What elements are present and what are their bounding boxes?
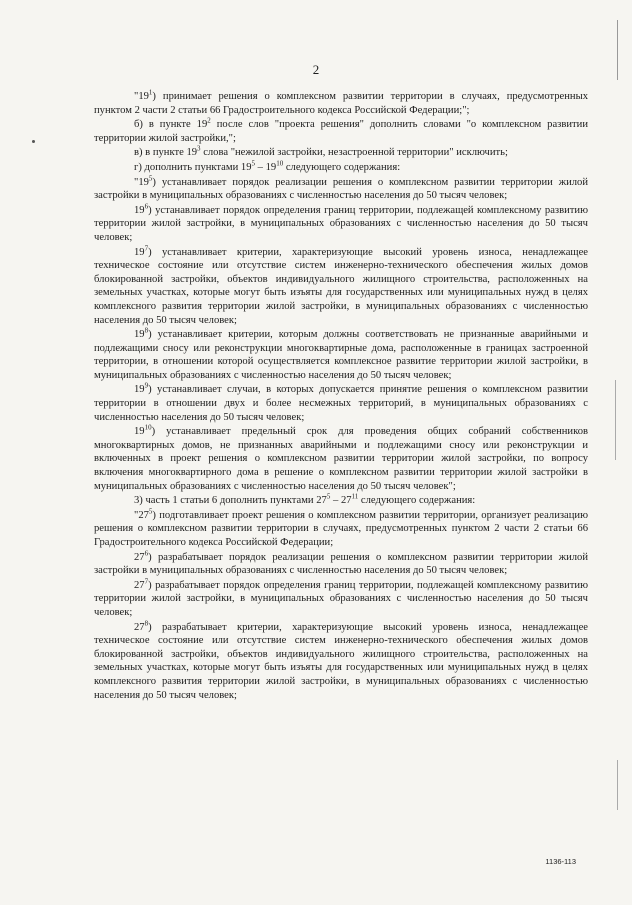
superscript: 1 xyxy=(148,88,153,97)
paragraph xyxy=(94,118,588,145)
paragraph-text: следующего содержания: xyxy=(358,495,476,507)
paragraph xyxy=(94,425,588,493)
paragraph-text: ) устанавливает критерии, которым должны соответствовать не признанные аварийными и подлежащими сносу или реконструкции многоквартирные дома, расположенные в границах застроенной территории, в отношении которой осуществляется комплексное развитие территории жилой застройки, в муниципальных образованиях с численностью населения до 50 тысяч человек; xyxy=(94,329,588,381)
superscript: 5 xyxy=(251,159,255,168)
paragraph-text: после слов "проекта решения" дополнить словами "о комплексном развитии территории жилой застройки,"; xyxy=(94,119,588,144)
paragraph-lead: 3) часть 1 статьи 6 дополнить пунктами 27 xyxy=(134,495,327,507)
scan-edge-line xyxy=(615,380,616,460)
paragraph xyxy=(94,90,588,117)
paragraph-text: ) устанавливает порядок определения границ территории, подлежащей комплексному развитию территории жилой застройки, в муниципальных образованиях с численностью населения до 50 тысяч человек; xyxy=(94,204,588,243)
superscript: 5 xyxy=(326,492,331,501)
paragraph-text: следующего содержания: xyxy=(283,161,401,173)
paragraph-mid: – 19 xyxy=(255,161,277,173)
superscript: 6 xyxy=(144,202,149,211)
page-number: 2 xyxy=(312,62,320,77)
superscript: 2 xyxy=(207,116,211,125)
paragraph xyxy=(94,579,588,620)
superscript: 6 xyxy=(144,549,149,558)
superscript: 10 xyxy=(144,423,152,432)
paragraph xyxy=(94,621,588,703)
paragraph-text: ) разрабатывает порядок определения границ территории, подлежащей комплексному развитию территории жилой застройки, в муниципальных образованиях с численностью населения до 50 тысяч человек; xyxy=(94,579,588,618)
paragraph-lead: 27 xyxy=(134,579,145,591)
paragraph-text: ) устанавливает предельный срок для проведения общих собраний собственников многоквартирных домов, не признанных аварийными и подлежащими сносу или реконструкции и включенных в проект решения о комплексном развитии территории жилой застройки, по вопросу включения многоквартирного дома в решение о комплексном развитии территории жилой застройки в муниципальных образованиях с численностью населения до 50 тысяч человек"; xyxy=(94,426,588,492)
superscript: 5 xyxy=(148,507,153,516)
superscript: 7 xyxy=(144,577,149,586)
paragraph-lead: "27 xyxy=(134,509,149,521)
paragraph xyxy=(94,328,588,382)
paragraph-text: слова "нежилой застройки, незастроенной территории" исключить; xyxy=(200,147,508,159)
scan-edge-line xyxy=(617,20,618,80)
paragraph-text: ) разрабатывает критерии, характеризующие высокий уровень износа, ненадлежащее техническое состояние или отсутствие систем инженерно-технического обеспечения жилых домов блокированной застройки, объектов индивидуального жилищного строительства, расположенных на земельных участках, которые могут быть изъяты для государственных или муниципальных нужд в целях комплексного развития территории жилой застройки, в муниципальных образованиях с численностью населения до 50 тысяч человек; xyxy=(94,621,588,701)
paragraph-text: ) устанавливает порядок реализации решения о комплексном развитии территории жилой застройки в муниципальных образованиях с численностью населения до 50 тысяч человек; xyxy=(94,176,588,202)
superscript: 11 xyxy=(351,492,359,501)
paragraph-text: ) разрабатывает порядок реализации решения о комплексном развитии территории жилой застройки в муниципальных образованиях с численностью населения до 50 тысяч человек; xyxy=(94,551,588,577)
paragraph xyxy=(94,246,588,328)
superscript: 9 xyxy=(144,381,149,390)
paragraph xyxy=(94,161,588,175)
paragraph xyxy=(94,494,588,508)
paragraph-lead: г) дополнить пунктами 19 xyxy=(134,161,252,173)
paragraph xyxy=(94,383,588,424)
scan-edge-line xyxy=(617,760,618,810)
superscript: 3 xyxy=(197,144,201,153)
paragraph xyxy=(94,204,588,245)
document-code: 1136-113 xyxy=(545,857,576,866)
paragraph-lead: 27 xyxy=(134,551,145,563)
paragraph-lead: "19 xyxy=(134,91,149,102)
superscript: 8 xyxy=(144,326,149,335)
paragraph-lead: 19 xyxy=(134,204,145,216)
superscript: 7 xyxy=(144,244,149,252)
paragraph-lead: 19 xyxy=(134,246,145,258)
superscript: 5 xyxy=(148,174,153,183)
paragraph-lead: 19 xyxy=(134,426,145,438)
paragraph xyxy=(94,146,588,160)
paragraph-text: ) принимает решения о комплексном развитии территории в случаях, предусмотренных пунктом 2 части 2 статьи 66 Градостроительного кодекса Российской Федерации;"; xyxy=(94,91,588,116)
paragraph-text: ) устанавливает случаи, в которых допускается принятие решения о комплексном развитии территории в отношении двух и более несмежных территорий, в муниципальных образованиях с численностью населения до 50 тысяч человек; xyxy=(94,384,588,423)
paragraph-lead: в) в пункте 19 xyxy=(134,147,198,159)
superscript: 10 xyxy=(276,159,284,168)
paragraph-lead: 19 xyxy=(134,384,145,396)
superscript: 8 xyxy=(144,619,149,628)
paragraph-text: ) устанавливает критерии, характеризующие высокий уровень износа, ненадлежащее техническое состояние или отсутствие систем инженерно-технического обеспечения жилых домов блокированной застройки, объектов индивидуального жилищного строительства, расположенных на земельных участках, которые могут быть изъяты для государственных или муниципальных нужд в целях комплексного развития территории жилой застройки, в муниципальных образованиях с численностью населения до 50 тысяч человек; xyxy=(94,246,588,326)
paragraph-lead: б) в пункте 19 xyxy=(134,119,208,131)
paragraph-lead: 19 xyxy=(134,329,145,341)
scan-mark xyxy=(32,140,35,143)
paragraph-text: ) подготавливает проект решения о комплексном развитии территории, организует реализацию решения о комплексном развитии территории в случаях, предусмотренных пунктом 2 части 2 статьи 66 Градостроительного кодекса Российской Федерации; xyxy=(94,509,588,548)
paragraph xyxy=(94,551,588,578)
document-body xyxy=(94,90,588,703)
paragraph-lead: "19 xyxy=(134,176,149,188)
paragraph-lead: 27 xyxy=(134,621,145,633)
paragraph xyxy=(94,509,588,550)
paragraph xyxy=(94,176,588,203)
paragraph-mid: – 27 xyxy=(330,495,352,507)
